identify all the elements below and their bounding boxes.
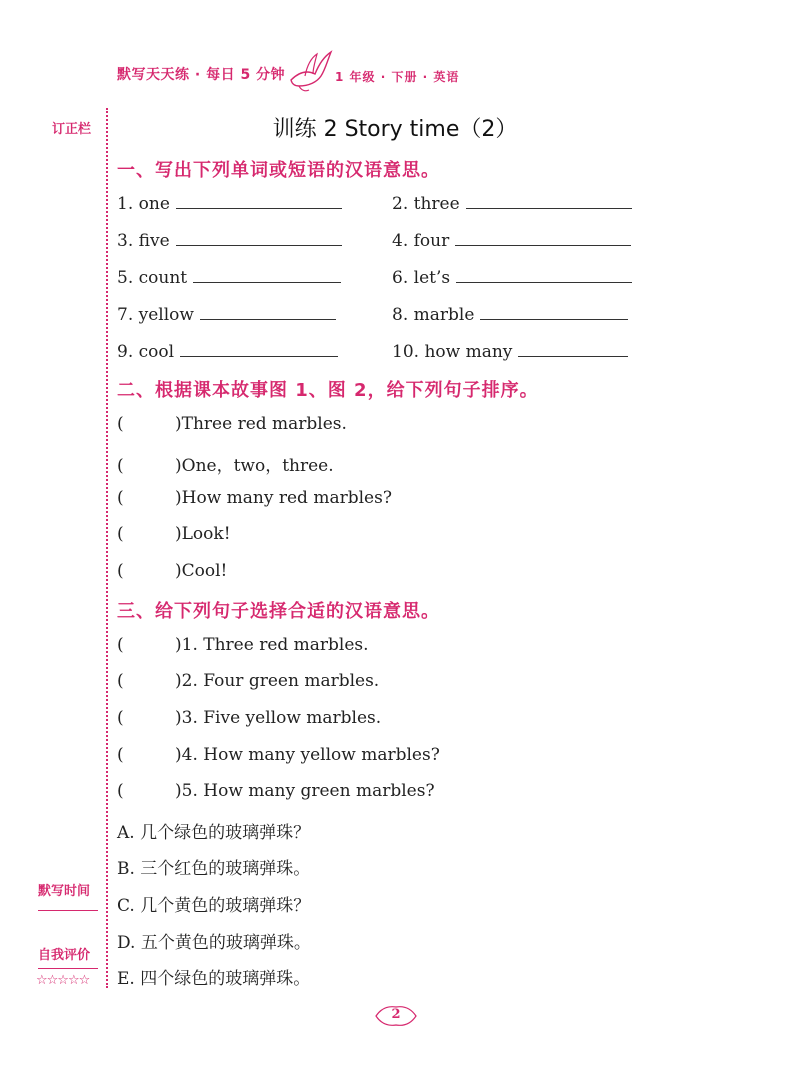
matching-item-2[interactable]: ( )2. Four green marbles. xyxy=(117,671,380,691)
answer-blank[interactable] xyxy=(176,231,342,246)
option-e: E. 四个绿色的玻璃弹珠。 xyxy=(117,969,311,989)
word-item-4: 4. four xyxy=(392,231,631,251)
answer-blank[interactable] xyxy=(180,342,338,357)
rating-stars-icon[interactable]: ☆☆☆☆☆ xyxy=(36,973,90,988)
option-c: C. 几个黄色的玻璃弹珠？ xyxy=(117,896,311,916)
matching-item-4[interactable]: ( )4. How many yellow marbles? xyxy=(117,745,440,765)
ordering-item-4[interactable]: ( )Look! xyxy=(117,524,231,544)
answer-blank[interactable] xyxy=(456,268,632,283)
answer-blank[interactable] xyxy=(193,268,341,283)
page-title: 训练 2 Story time（2） xyxy=(272,117,518,142)
header-series-title: 默写天天练 · 每日 5 分钟 xyxy=(117,67,286,83)
word-item-8: 8. marble xyxy=(392,305,628,325)
answer-blank[interactable] xyxy=(176,194,342,209)
option-d: D. 五个黄色的玻璃弹珠。 xyxy=(117,933,311,953)
correction-column-label: 订正栏 xyxy=(52,122,92,137)
ordering-item-5[interactable]: ( )Cool! xyxy=(117,561,228,581)
answer-blank[interactable] xyxy=(480,305,628,320)
ordering-item-1[interactable]: ( )Three red marbles. xyxy=(117,414,347,434)
word-item-2: 2. three xyxy=(392,194,632,214)
self-evaluation-label: 自我评价 xyxy=(38,948,91,963)
matching-item-5[interactable]: ( )5. How many green marbles? xyxy=(117,781,435,801)
margin-rule xyxy=(38,910,98,911)
margin-divider xyxy=(106,108,108,988)
word-item-6: 6. let’s xyxy=(392,268,632,288)
matching-item-1[interactable]: ( )1. Three red marbles. xyxy=(117,635,369,655)
answer-blank[interactable] xyxy=(455,231,631,246)
word-item-3: 3. five xyxy=(117,231,342,251)
word-item-5: 5. count xyxy=(117,268,341,288)
word-item-9: 9. cool xyxy=(117,342,338,362)
word-item-10: 10. how many xyxy=(392,342,628,362)
word-item-7: 7. yellow xyxy=(117,305,336,325)
section-1-heading: 一、写出下列单词或短语的汉语意思。 xyxy=(117,160,440,181)
section-2-heading: 二、根据课本故事图 1、图 2，给下列句子排序。 xyxy=(117,380,539,401)
option-a: A. 几个绿色的玻璃弹珠？ xyxy=(117,823,311,843)
page-number-badge xyxy=(374,1003,418,1029)
section-3-heading: 三、给下列句子选择合适的汉语意思。 xyxy=(117,601,440,622)
dove-logo-icon xyxy=(285,50,333,94)
dictation-time-label: 默写时间 xyxy=(38,884,91,899)
answer-blank[interactable] xyxy=(200,305,336,320)
option-b: B. 三个红色的玻璃弹珠。 xyxy=(117,859,311,879)
matching-item-3[interactable]: ( )3. Five yellow marbles. xyxy=(117,708,382,728)
answer-blank[interactable] xyxy=(466,194,632,209)
header-grade-subject: 1 年级 · 下册 · 英语 xyxy=(335,70,460,84)
ordering-item-2[interactable]: ( )One，two，three. xyxy=(117,456,334,476)
ordering-item-3[interactable]: ( )How many red marbles? xyxy=(117,488,392,508)
answer-blank[interactable] xyxy=(518,342,628,357)
word-item-1: 1. one xyxy=(117,194,342,214)
margin-rule xyxy=(38,968,98,969)
page-number: 2 xyxy=(391,1007,401,1022)
